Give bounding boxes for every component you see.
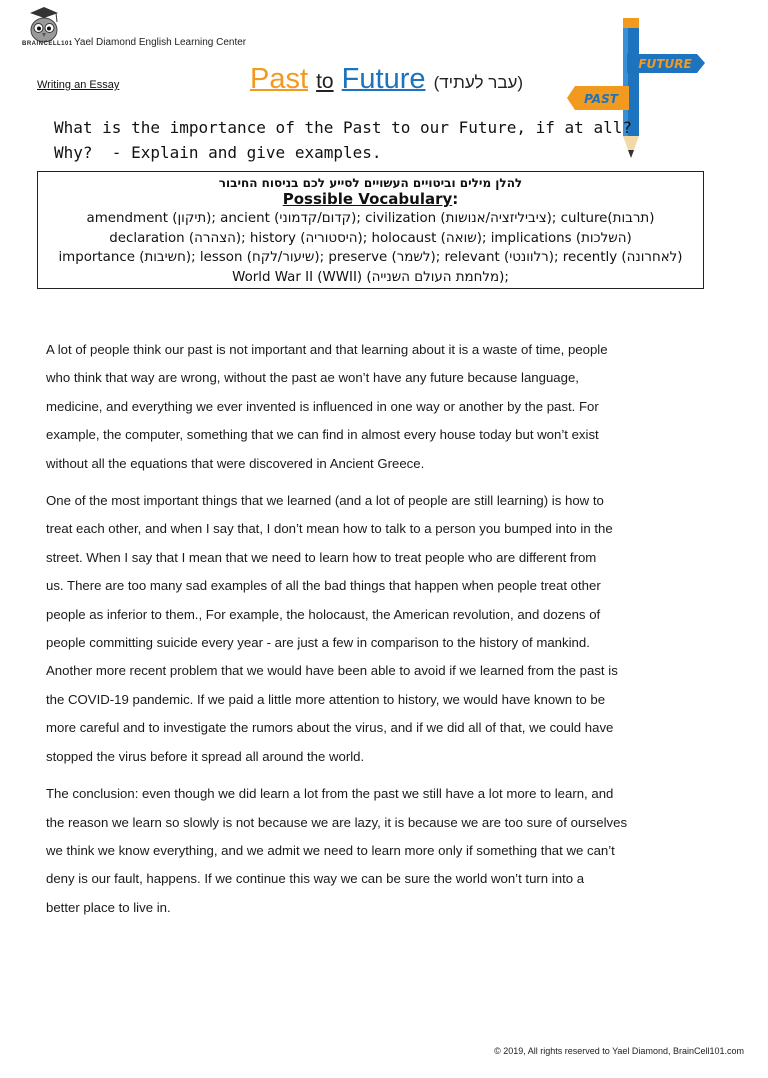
title-past: Past [250, 63, 309, 95]
essay-line: A lot of people think our past is not important and that learning about it is a waste of time, people [46, 342, 608, 357]
vocabulary-box [37, 171, 704, 289]
writing-label: Writing an Essay [37, 79, 120, 91]
essay-line: better place to live in. [46, 899, 171, 915]
vocabulary-line: World War II (WWII) (מלחמת העולם השנייה); [232, 269, 509, 285]
essay-line: us. There are too many sad examples of all the bad things that happen when people treat other [46, 578, 601, 594]
essay-line: treat each other, and when I say that, I don’t mean how to talk to a person you bumped into in the [46, 521, 613, 537]
essay-line: Another more recent problem that we would have been able to avoid if we learned from the past is [46, 663, 618, 679]
essay-line: who think that way are wrong, without the past ae won’t have any future because language, [46, 370, 579, 386]
essay-line: people committing suicide every year - are just a few in comparison to the history of mankind. [46, 635, 590, 651]
essay-line: people as inferior to them., For example, the holocaust, the American revolution, and dozens of [46, 606, 601, 622]
essay-line: The conclusion: even though we did learn a lot from the past we still have a lot more to learn, and [46, 786, 614, 802]
center-name: Yael Diamond English Learning Center [74, 37, 247, 48]
essay-line: example, the computer, something that we can find in almost every house today but won’t exist [46, 427, 599, 443]
title-hebrew: (עבר לעתיד) [433, 73, 524, 92]
vocabulary-heading [38, 190, 703, 209]
essay-line: more careful and to investigate the rumors about the virus, and if we did all of that, we could have [46, 720, 614, 736]
past-sign-text: PAST [584, 92, 618, 106]
essay-paragraph-1 [46, 336, 726, 478]
essay-line: without all the equations that were discovered in Ancient Greece. [46, 455, 425, 471]
vocabulary-heading-colon: : [452, 190, 459, 208]
vocabulary-line: amendment (תיקון); ancient (קדום/קדמוני); civilization (ציביליזציה/אנושות); culture(תרבות) [86, 211, 655, 226]
question-line-1: What is the importance of the Past to our Future, if at all? [54, 118, 632, 137]
essay-body [46, 336, 726, 931]
essay-line: stopped the virus before it spread all around the world. [46, 748, 365, 764]
essay-line: we think we know everything, and we admit we need to learn more only if something that we can’t [46, 842, 615, 858]
essay-line: street. When I say that I mean that we need to learn how to treat people who are different from [46, 549, 597, 565]
vocabulary-line: declaration (הצהרה); history (היסטוריה); holocaust (שואה); implications (השלכות) [109, 230, 632, 246]
essay-line: medicine, and everything we ever invented is influenced in one way or another by the past. For [46, 398, 599, 414]
vocabulary-line: importance (חשיבות); lesson (שיעור/לקח); preserve (לשמר); relevant (רלוונטי); recently (לאחרונה) [58, 250, 683, 265]
essay-line: the COVID-19 pandemic. If we paid a little more attention to history, we would have known to be [46, 691, 606, 707]
logo-brand-text: BRAINCELL101 [22, 41, 73, 47]
essay-paragraph-3 [46, 780, 726, 922]
title-future: Future [341, 63, 426, 95]
essay-line: the reason we learn so slowly is not because we are lazy, it is because we are too sure of ourselves [46, 814, 628, 830]
essay-line: One of the most important things that we learned (and a lot of people are still learning) is how to [46, 493, 604, 509]
question-line-2: Why? - Explain and give examples. [54, 143, 382, 162]
future-sign-text: FUTURE [638, 57, 692, 71]
essay-line: deny is our fault, happens. If we continue this way we can be sure the world won’t turn into a [46, 871, 585, 887]
essay-question [54, 115, 632, 165]
page-title [250, 61, 523, 101]
vocabulary-heading-text: Possible Vocabulary [282, 190, 453, 208]
title-to: to [316, 70, 334, 93]
footer-copyright: © 2019, All rights reserved to Yael Diamond, BrainCell101.com [494, 1046, 744, 1056]
essay-paragraph-2 [46, 487, 726, 771]
vocabulary-hebrew-intro: להלן מילים וביטויים העשויים לסייע לכם בניסוח החיבור [218, 176, 523, 190]
